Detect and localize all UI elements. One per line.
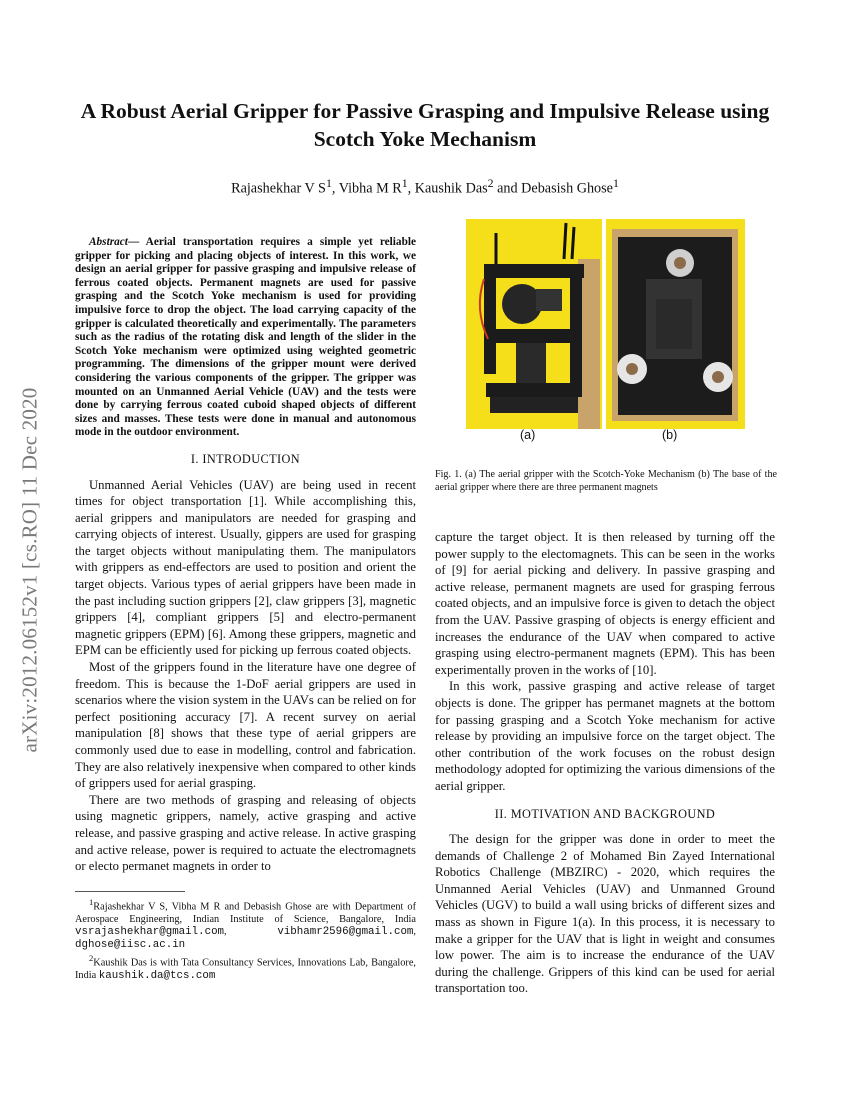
abstract-text: — Aerial transportation requires a simple yet reliable gripper for picking and placing objects of interest. In this work, we design an aerial gripper for passive grasping and impulsive release of ferrous coated objects. Permanent magnets are used for passive grasping and the Scotch Yoke mechanism is used for providing impulsive force to drop the object. The load carrying capacity of the gripper is calculated theoretically and experimentally. The parameters such as the radius of the rotating disk and length of the slider in the Scotch Yoke mechanism were optimized using weighted geometric programming. The dimensions of the gripper mount were derived considering the various components of the gripper. The gripper was mounted on an Unmanned Aerial Vehicle (UAV) and the tests were done by carrying ferrous coated cuboid shaped objects of different sizes and masses. These tests were done in manual and autonomous mode in the outdoor environment. — [75, 236, 416, 439]
author-affiliation-mark: 1 — [612, 176, 619, 190]
author-name: Vibha M R — [338, 180, 402, 197]
figure-caption: Fig. 1. (a) The aerial gripper with the Scotch-Yoke Mechanism (b) The base of the aerial gripper where there are three permanent magnets — [435, 469, 777, 493]
footnote-text: Kaushik Das is with Tata Consultancy Services, Innovations Lab, Bangalore, India — [75, 956, 416, 981]
arxiv-identifier — [10, 290, 50, 850]
right-column — [435, 529, 775, 997]
intro-paragraph: Most of the grippers found in the literature have one degree of freedom. This is because the 1-DoF aerial grippers are used in scenarios where the vision system in the UAVs can be relied on for perfect positioning accuracy [7]. A recent survey on aerial manipulation [8] shows that these type of aerial grippers are commonly used due to ease in modelling, control and fabrication. They are also relatively inexpensive when compared to other kinds of grippers used for aerial grasping. — [75, 660, 416, 791]
footnote-1 — [75, 896, 416, 952]
body-paragraph: The design for the gripper was done in order to meet the demands of Challenge 2 of Mohamed Bin Zayed International Robotics Challenge (MBZIRC) - 2020, which requires the Unmanned Aerial Vehicles (UAV) and Unmanned Ground Vehicles (UGV) to build a wall using bricks of different sizes and mass as shown in Figure 1(a). In this process, it is necessary to make a gripper for the UAV that is light in weight and consumes low power. The aim is to increase the endurance of the UAV during the challenge. Grippers of this kind can be used for aerial transportation too. — [435, 832, 775, 996]
author-name: Rajashekhar V S — [231, 180, 326, 197]
email-link[interactable]: vsrajashekhar@gmail.com — [75, 926, 225, 939]
footnote-mark: 2 — [89, 952, 94, 963]
email-link[interactable]: vibhamr2596@gmail.com — [277, 926, 414, 939]
footnote-separator: , — [413, 926, 416, 938]
abstract-label: Abstract — [89, 236, 128, 248]
gripper-base-photo — [606, 219, 745, 429]
arxiv-identifier-text: arXiv:2012.06152v1 [cs.RO] 11 Dec 2020 — [17, 387, 42, 753]
left-column — [75, 236, 416, 982]
footnote-separator: , — [224, 926, 278, 938]
footnote-divider — [75, 891, 185, 892]
author-affiliation-mark: 2 — [487, 176, 494, 190]
body-paragraph: In this work, passive grasping and active release of target objects is done. The gripper has permanet magnets at the bottom for passing grasping and a Scotch Yoke mechanism for active release by providing an impulsive force on the target object. The other contribution of the work focuses on the robust design methodology adopted for optimizing the various dimensions of the aerial gripper. — [435, 679, 775, 793]
email-link[interactable]: kaushik.da@tcs.com — [98, 969, 216, 982]
paper-title: A Robust Aerial Gripper for Passive Grasping and Impulsive Release using Scotch Yoke Mechanism — [80, 99, 770, 151]
gripper-base-illustration — [606, 219, 745, 429]
author-name: Debasish Ghose — [521, 180, 613, 197]
email-link[interactable]: dghose@iisc.ac.in — [75, 938, 186, 951]
author-line — [60, 176, 790, 198]
gripper-photo — [466, 219, 602, 429]
intro-paragraph: There are two methods of grasping and releasing of objects using magnetic grippers, namely, active grasping and active release, and passive grasping and active release. In active grasping and active release, power is required to actuate the electromagnets or electo permanet magnets in order to — [75, 792, 416, 874]
body-paragraph: capture the target object. It is then released by turning off the power supply to the electomagnets. This can be seen in the works of [9] for aerial picking and delivery. In passive grasping and active release, permanent magnets are used for grasping ferrous coated objects, and an impulsive force is given to detach the object from the UAV. Passive grasping of objects is energy efficient and increases the endurance of the UAV when compared to active grasping using electro-permanent magnets (EPM). This has been experimentally proven in the works of [10]. — [435, 530, 775, 677]
author-affiliation-mark: 1 — [401, 176, 408, 190]
author-affiliation-mark: 1 — [325, 176, 332, 190]
author-conjunction: and — [493, 180, 522, 197]
gripper-illustration — [466, 219, 602, 429]
section-heading-introduction: I. INTRODUCTION — [190, 451, 301, 466]
subfigure-label-a: (a) — [520, 428, 536, 442]
abstract — [75, 236, 416, 440]
subfigure-label-b: (b) — [662, 428, 678, 442]
intro-paragraph: Unmanned Aerial Vehicles (UAV) are being used in recent times for object transportation [1]. While accomplishing this, aerial grippers and manipulators are needed for grasping and carrying objects of interest. Usually, gippers are used for grasping the target objects without manipulating them. The manipulators with grippers as end-effectors are used to position and orient the target objects. Various types of aerial grippers have been made in the past including suction grippers [2], claw grippers [3], magnetic grippers [4], compliant grippers [5] and electro-permanent magnetic grippers (EPM) [6]. Among these grippers, magnetic and EPM can be efficiently used for picking up ferrous coated objects. — [75, 477, 416, 658]
author-separator: , — [331, 180, 339, 197]
author-name: Kaushik Das — [414, 180, 488, 197]
footnote-mark: 1 — [89, 896, 94, 907]
section-heading-motivation: II. MOTIVATION AND BACKGROUND — [494, 806, 716, 821]
footnote-text: Rajashekhar V S, Vibha M R and Debasish Ghose are with Department of Aerospace Engineering, Indian Institute of Science, Bangalore, India — [75, 901, 416, 925]
author-separator: , — [407, 180, 415, 197]
footnote-2 — [75, 952, 416, 983]
